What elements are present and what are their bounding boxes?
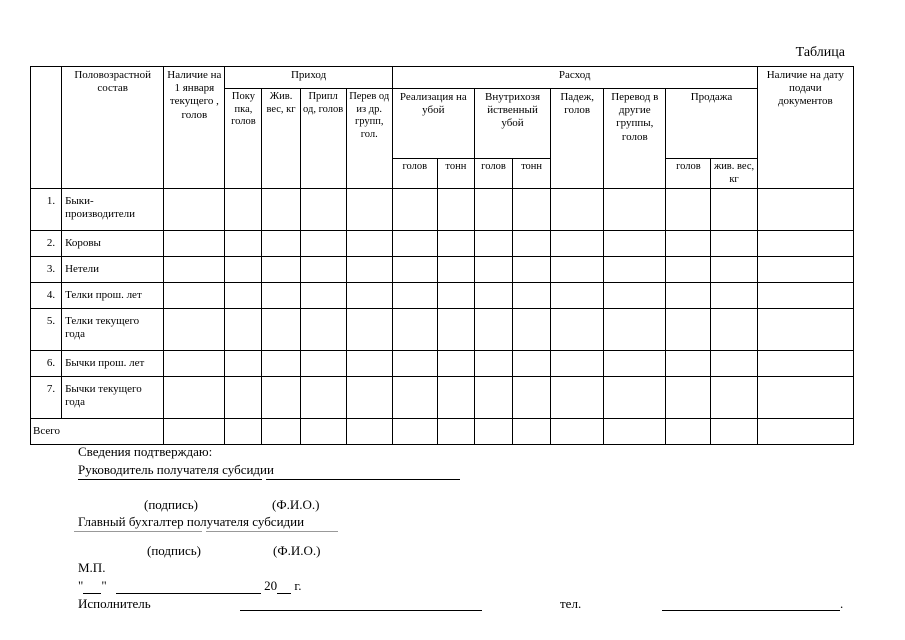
empty-cell bbox=[604, 309, 666, 351]
header-exp-sale: Продажа bbox=[666, 89, 757, 159]
empty-cell bbox=[474, 377, 512, 419]
empty-cell bbox=[551, 189, 604, 231]
empty-cell bbox=[604, 419, 666, 445]
head-signature-caption: (подпись) bbox=[144, 497, 198, 512]
header-income-offspring: Припл од, голов bbox=[300, 89, 346, 189]
empty-cell bbox=[392, 189, 437, 231]
empty-cell bbox=[666, 351, 711, 377]
empty-cell bbox=[711, 351, 757, 377]
empty-cell bbox=[225, 309, 262, 351]
empty-cell bbox=[437, 419, 474, 445]
empty-cell bbox=[474, 231, 512, 257]
accountant-fio-caption: (Ф.И.О.) bbox=[273, 543, 321, 558]
row-name: Быки-производители bbox=[62, 189, 164, 231]
table-row bbox=[31, 377, 854, 419]
row-number: 6. bbox=[31, 351, 62, 377]
empty-cell bbox=[437, 283, 474, 309]
empty-cell bbox=[604, 231, 666, 257]
empty-cell bbox=[711, 189, 757, 231]
empty-cell bbox=[551, 419, 604, 445]
empty-cell bbox=[346, 257, 392, 283]
empty-cell bbox=[757, 419, 853, 445]
empty-cell bbox=[474, 309, 512, 351]
header-sale-heads: голов bbox=[666, 159, 711, 189]
accountant-signature-line bbox=[74, 530, 202, 532]
header-internal-tons: тонн bbox=[513, 159, 551, 189]
tel-label: тел. bbox=[560, 596, 582, 611]
empty-cell bbox=[392, 283, 437, 309]
empty-cell bbox=[300, 351, 346, 377]
empty-cell bbox=[346, 419, 392, 445]
empty-cell bbox=[300, 419, 346, 445]
empty-cell bbox=[262, 257, 300, 283]
empty-cell bbox=[604, 189, 666, 231]
empty-cell bbox=[262, 351, 300, 377]
row-name: Нетели bbox=[62, 257, 164, 283]
tel-period: . bbox=[840, 596, 844, 611]
date-open-quote: " bbox=[78, 578, 84, 593]
header-exp-internal: Внутрихозя йственный убой bbox=[474, 89, 550, 159]
empty-cell bbox=[437, 377, 474, 419]
accountant-fio-line bbox=[206, 530, 338, 532]
empty-cell bbox=[300, 377, 346, 419]
empty-cell bbox=[757, 309, 853, 351]
empty-cell bbox=[346, 189, 392, 231]
empty-cell bbox=[757, 351, 853, 377]
date-year-suffix: г. bbox=[294, 578, 302, 593]
header-slaughter-tons: тонн bbox=[437, 159, 474, 189]
head-fio-caption: (Ф.И.О.) bbox=[272, 497, 320, 512]
confirm-text: Сведения подтверждаю: bbox=[78, 444, 213, 459]
tel-line bbox=[662, 609, 840, 611]
total-label: Всего bbox=[31, 419, 164, 445]
empty-cell bbox=[346, 377, 392, 419]
empty-cell bbox=[551, 257, 604, 283]
empty-cell bbox=[392, 351, 437, 377]
empty-cell bbox=[392, 419, 437, 445]
empty-cell bbox=[300, 283, 346, 309]
empty-cell bbox=[225, 189, 262, 231]
empty-cell bbox=[262, 419, 300, 445]
empty-cell bbox=[604, 257, 666, 283]
empty-cell bbox=[757, 189, 853, 231]
executor-line bbox=[240, 609, 482, 611]
empty-cell bbox=[551, 377, 604, 419]
executor-label: Исполнитель bbox=[78, 596, 151, 611]
date-line bbox=[78, 578, 302, 594]
header-expense: Расход bbox=[392, 67, 757, 89]
row-number: 2. bbox=[31, 231, 62, 257]
empty-cell bbox=[164, 377, 225, 419]
empty-cell bbox=[513, 283, 551, 309]
date-close-quote: " bbox=[101, 578, 107, 593]
header-exp-slaughter: Реализация на убой bbox=[392, 89, 474, 159]
stamp-mark: М.П. bbox=[78, 560, 106, 575]
livestock-table bbox=[30, 66, 854, 445]
empty-cell bbox=[392, 231, 437, 257]
empty-cell bbox=[300, 231, 346, 257]
empty-cell bbox=[666, 419, 711, 445]
date-month-blank bbox=[116, 581, 261, 594]
row-name: Бычки прош. лет bbox=[62, 351, 164, 377]
header-income-weight: Жив. вес, кг bbox=[262, 89, 300, 189]
empty-cell bbox=[392, 257, 437, 283]
empty-cell bbox=[262, 283, 300, 309]
empty-cell bbox=[437, 189, 474, 231]
table-row bbox=[31, 189, 854, 231]
table-row bbox=[31, 351, 854, 377]
empty-cell bbox=[225, 419, 262, 445]
empty-cell bbox=[513, 257, 551, 283]
empty-cell bbox=[225, 283, 262, 309]
table-row bbox=[31, 283, 854, 309]
row-name: Коровы bbox=[62, 231, 164, 257]
empty-cell bbox=[513, 309, 551, 351]
empty-cell bbox=[225, 377, 262, 419]
empty-cell bbox=[225, 351, 262, 377]
empty-cell bbox=[551, 231, 604, 257]
empty-cell bbox=[164, 283, 225, 309]
empty-cell bbox=[300, 257, 346, 283]
header-income: Приход bbox=[225, 67, 392, 89]
empty-cell bbox=[711, 309, 757, 351]
empty-cell bbox=[225, 257, 262, 283]
empty-cell bbox=[164, 189, 225, 231]
empty-cell bbox=[604, 351, 666, 377]
empty-cell bbox=[666, 257, 711, 283]
head-fio-line bbox=[266, 478, 460, 480]
empty-cell bbox=[513, 377, 551, 419]
empty-cell bbox=[604, 377, 666, 419]
empty-cell bbox=[711, 283, 757, 309]
header-age-group: Половозрастной состав bbox=[62, 67, 164, 189]
empty-cell bbox=[551, 309, 604, 351]
empty-cell bbox=[225, 231, 262, 257]
empty-cell bbox=[437, 231, 474, 257]
accountant-signature-caption: (подпись) bbox=[147, 543, 201, 558]
empty-cell bbox=[164, 351, 225, 377]
empty-cell bbox=[392, 377, 437, 419]
table-label: Таблица bbox=[795, 45, 845, 60]
total-row bbox=[31, 419, 854, 445]
header-income-purchase: Поку пка, голов bbox=[225, 89, 262, 189]
empty-cell bbox=[262, 231, 300, 257]
header-income-transfer: Перев од из др. групп, гол. bbox=[346, 89, 392, 189]
table-row bbox=[31, 309, 854, 351]
head-signature-line bbox=[78, 478, 262, 480]
row-name: Телки текущего года bbox=[62, 309, 164, 351]
empty-cell bbox=[164, 419, 225, 445]
row-number: 5. bbox=[31, 309, 62, 351]
empty-cell bbox=[437, 351, 474, 377]
empty-cell bbox=[474, 189, 512, 231]
row-name: Бычки текущего года bbox=[62, 377, 164, 419]
empty-cell bbox=[262, 189, 300, 231]
date-year-blank bbox=[277, 581, 291, 594]
header-num bbox=[31, 67, 62, 189]
empty-cell bbox=[262, 377, 300, 419]
header-opening: Наличие на 1 января текущего , голов bbox=[164, 67, 225, 189]
empty-cell bbox=[300, 189, 346, 231]
empty-cell bbox=[513, 231, 551, 257]
row-name: Телки прош. лет bbox=[62, 283, 164, 309]
header-exp-transfer: Перевод в другие группы, голов bbox=[604, 89, 666, 189]
header-exp-death: Падеж, голов bbox=[551, 89, 604, 189]
header-closing: Наличие на дату подачи документов bbox=[757, 67, 853, 189]
empty-cell bbox=[474, 419, 512, 445]
header-sale-weight: жив. вес, кг bbox=[711, 159, 757, 189]
row-number: 3. bbox=[31, 257, 62, 283]
empty-cell bbox=[164, 257, 225, 283]
header-internal-heads: голов bbox=[474, 159, 512, 189]
empty-cell bbox=[604, 283, 666, 309]
date-year-prefix: 20 bbox=[264, 578, 278, 593]
empty-cell bbox=[513, 351, 551, 377]
empty-cell bbox=[757, 231, 853, 257]
head-title: Руководитель получателя субсидии bbox=[78, 462, 274, 477]
empty-cell bbox=[262, 309, 300, 351]
empty-cell bbox=[666, 283, 711, 309]
empty-cell bbox=[437, 257, 474, 283]
empty-cell bbox=[300, 309, 346, 351]
accountant-title: Главный бухгалтер получателя субсидии bbox=[78, 514, 305, 529]
empty-cell bbox=[551, 283, 604, 309]
empty-cell bbox=[513, 419, 551, 445]
empty-cell bbox=[757, 283, 853, 309]
empty-cell bbox=[666, 309, 711, 351]
row-number: 4. bbox=[31, 283, 62, 309]
row-number: 1. bbox=[31, 189, 62, 231]
empty-cell bbox=[346, 309, 392, 351]
empty-cell bbox=[666, 189, 711, 231]
empty-cell bbox=[551, 351, 604, 377]
header-slaughter-heads: голов bbox=[392, 159, 437, 189]
empty-cell bbox=[346, 283, 392, 309]
empty-cell bbox=[711, 377, 757, 419]
empty-cell bbox=[437, 309, 474, 351]
empty-cell bbox=[757, 377, 853, 419]
empty-cell bbox=[711, 257, 757, 283]
table-row bbox=[31, 231, 854, 257]
table-row bbox=[31, 257, 854, 283]
empty-cell bbox=[346, 231, 392, 257]
empty-cell bbox=[346, 351, 392, 377]
row-number: 7. bbox=[31, 377, 62, 419]
empty-cell bbox=[711, 419, 757, 445]
empty-cell bbox=[666, 377, 711, 419]
empty-cell bbox=[474, 351, 512, 377]
empty-cell bbox=[164, 231, 225, 257]
empty-cell bbox=[513, 189, 551, 231]
empty-cell bbox=[164, 309, 225, 351]
date-day-blank bbox=[83, 581, 101, 594]
empty-cell bbox=[711, 231, 757, 257]
empty-cell bbox=[474, 283, 512, 309]
empty-cell bbox=[666, 231, 711, 257]
empty-cell bbox=[392, 309, 437, 351]
empty-cell bbox=[757, 257, 853, 283]
empty-cell bbox=[474, 257, 512, 283]
